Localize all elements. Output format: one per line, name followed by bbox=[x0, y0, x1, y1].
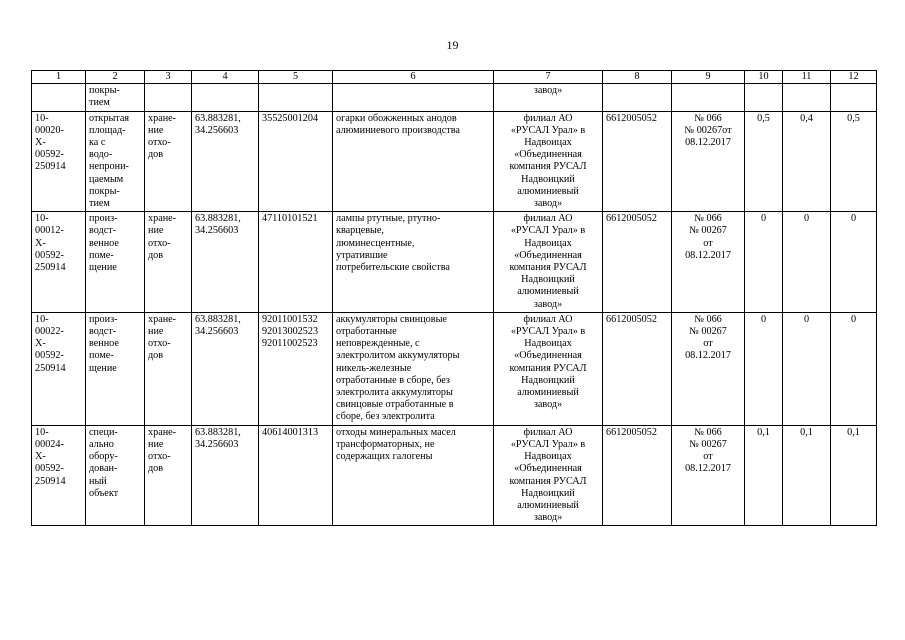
column-number: 8 bbox=[603, 71, 672, 84]
cell-activity bbox=[145, 84, 192, 111]
column-number: 4 bbox=[192, 71, 259, 84]
cell-inn: 6612005052 bbox=[603, 312, 672, 425]
column-number-row bbox=[32, 71, 877, 84]
cell-owner: филиал АО «РУСАЛ Урал» в Надвоицах «Объединенная компания РУСАЛ Надвоицкий алюминиевый завод» bbox=[494, 111, 603, 212]
cell-doc: № 066 № 00267 от 08.12.2017 bbox=[672, 312, 745, 425]
cell-v12: 0 bbox=[831, 212, 877, 313]
cell-v12: 0,1 bbox=[831, 425, 877, 526]
cell-doc: № 066 № 00267 от 08.12.2017 bbox=[672, 425, 745, 526]
cell-v12: 0 bbox=[831, 312, 877, 425]
cell-location: покры- тием bbox=[86, 84, 145, 111]
continuation-row bbox=[32, 84, 877, 111]
cell-owner: завод» bbox=[494, 84, 603, 111]
cell-v10: 0 bbox=[745, 312, 783, 425]
cell-coords: 63.883281, 34.256603 bbox=[192, 312, 259, 425]
cell-inn: 6612005052 bbox=[603, 111, 672, 212]
cell-id: 10- 00020- X- 00592- 250914 bbox=[32, 111, 86, 212]
column-number: 12 bbox=[831, 71, 877, 84]
column-number: 11 bbox=[783, 71, 831, 84]
cell-waste: лампы ртутные, ртутно- кварцевые, люминесцентные, утратившие потребительские свойства bbox=[333, 212, 494, 313]
cell-doc bbox=[672, 84, 745, 111]
table-row bbox=[32, 111, 877, 212]
cell-v12: 0,5 bbox=[831, 111, 877, 212]
table-row bbox=[32, 425, 877, 526]
cell-activity: хране- ние отхо- дов bbox=[145, 312, 192, 425]
cell-v11: 0 bbox=[783, 212, 831, 313]
cell-doc: № 066 № 00267от 08.12.2017 bbox=[672, 111, 745, 212]
cell-location: открытая площад- ка с водо- непрони- цаемым покры- тием bbox=[86, 111, 145, 212]
cell-coords bbox=[192, 84, 259, 111]
cell-id: 10- 00022- X- 00592- 250914 bbox=[32, 312, 86, 425]
cell-owner: филиал АО «РУСАЛ Урал» в Надвоицах «Объединенная компания РУСАЛ Надвоицкий алюминиевый завод» bbox=[494, 212, 603, 313]
cell-v11 bbox=[783, 84, 831, 111]
column-number: 7 bbox=[494, 71, 603, 84]
column-number: 1 bbox=[32, 71, 86, 84]
cell-code: 40614001313 bbox=[259, 425, 333, 526]
cell-waste: отходы минеральных масел трансформаторных, не содержащих галогены bbox=[333, 425, 494, 526]
cell-v11: 0,4 bbox=[783, 111, 831, 212]
column-number: 9 bbox=[672, 71, 745, 84]
cell-v10: 0,1 bbox=[745, 425, 783, 526]
cell-v10 bbox=[745, 84, 783, 111]
cell-doc: № 066 № 00267 от 08.12.2017 bbox=[672, 212, 745, 313]
cell-owner: филиал АО «РУСАЛ Урал» в Надвоицах «Объединенная компания РУСАЛ Надвоицкий алюминиевый завод» bbox=[494, 312, 603, 425]
cell-code: 47110101521 bbox=[259, 212, 333, 313]
cell-v11: 0,1 bbox=[783, 425, 831, 526]
cell-coords: 63.883281, 34.256603 bbox=[192, 425, 259, 526]
cell-code: 35525001204 bbox=[259, 111, 333, 212]
cell-v11: 0 bbox=[783, 312, 831, 425]
cell-owner: филиал АО «РУСАЛ Урал» в Надвоицах «Объединенная компания РУСАЛ Надвоицкий алюминиевый завод» bbox=[494, 425, 603, 526]
cell-location: произ- водст- венное поме- щение bbox=[86, 212, 145, 313]
cell-waste: огарки обожженных анодов алюминиевого производства bbox=[333, 111, 494, 212]
table-row bbox=[32, 212, 877, 313]
cell-waste bbox=[333, 84, 494, 111]
cell-activity: хране- ние отхо- дов bbox=[145, 425, 192, 526]
cell-id: 10- 00012- X- 00592- 250914 bbox=[32, 212, 86, 313]
page-number: 19 bbox=[446, 38, 459, 52]
column-number: 2 bbox=[86, 71, 145, 84]
column-number: 10 bbox=[745, 71, 783, 84]
cell-coords: 63.883281, 34.256603 bbox=[192, 212, 259, 313]
cell-coords: 63.883281, 34.256603 bbox=[192, 111, 259, 212]
cell-code: 92011001532 92013002523 92011002523 bbox=[259, 312, 333, 425]
cell-v12 bbox=[831, 84, 877, 111]
cell-inn bbox=[603, 84, 672, 111]
cell-id: 10- 00024- X- 00592- 250914 bbox=[32, 425, 86, 526]
table-row bbox=[32, 312, 877, 425]
column-number: 3 bbox=[145, 71, 192, 84]
cell-location: специ- ально обору- дован- ный объект bbox=[86, 425, 145, 526]
cell-activity: хране- ние отхо- дов bbox=[145, 111, 192, 212]
cell-id bbox=[32, 84, 86, 111]
cell-inn: 6612005052 bbox=[603, 212, 672, 313]
cell-location: произ- водст- венное поме- щение bbox=[86, 312, 145, 425]
cell-v10: 0,5 bbox=[745, 111, 783, 212]
cell-activity: хране- ние отхо- дов bbox=[145, 212, 192, 313]
cell-waste: аккумуляторы свинцовые отработанные неповрежденные, с электролитом аккумуляторы никель-железные отработанные в сборе, без электролита аккумуляторы свинцовые отработанные в сборе, без электролита bbox=[333, 312, 494, 425]
cell-code bbox=[259, 84, 333, 111]
waste-registry-table bbox=[31, 70, 877, 526]
cell-inn: 6612005052 bbox=[603, 425, 672, 526]
column-number: 6 bbox=[333, 71, 494, 84]
cell-v10: 0 bbox=[745, 212, 783, 313]
column-number: 5 bbox=[259, 71, 333, 84]
